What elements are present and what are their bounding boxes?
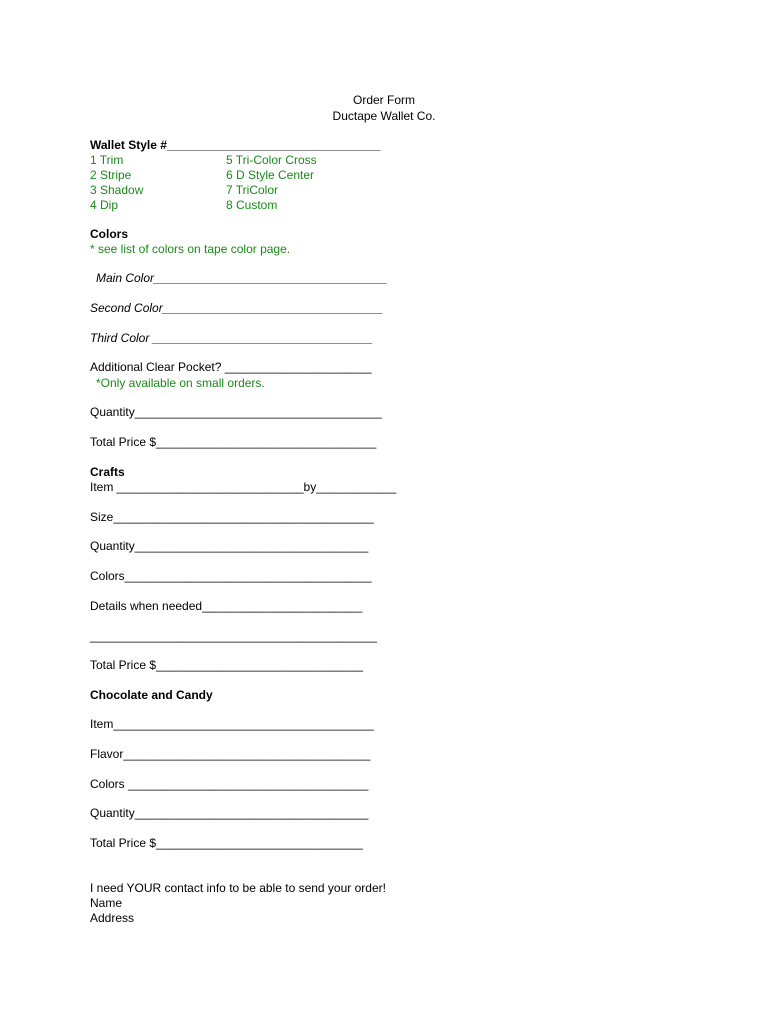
wallet-option-stripe: 2 Stripe bbox=[90, 168, 132, 182]
form-title: Order Form bbox=[352, 93, 415, 107]
craft-item-field[interactable]: Item ____________________________by____________ bbox=[90, 480, 397, 494]
colors-note: * see list of colors on tape color page. bbox=[90, 242, 291, 256]
clear-pocket-field[interactable]: Additional Clear Pocket? ______________________ bbox=[90, 360, 372, 374]
wallet-option-d-style-center: 6 D Style Center bbox=[226, 168, 315, 182]
main-color-field[interactable]: Main Color___________________________________ bbox=[96, 271, 388, 285]
contact-intro: I need YOUR contact info to be able to send your order! bbox=[90, 881, 386, 895]
candy-item-field[interactable]: Item_______________________________________ bbox=[90, 717, 374, 731]
candy-colors-field[interactable]: Colors ____________________________________ bbox=[90, 777, 369, 791]
candy-total-price-field[interactable]: Total Price $_______________________________ bbox=[90, 836, 363, 850]
craft-details-blank-line[interactable]: ___________________________________________ bbox=[90, 629, 377, 643]
wallet-total-price-field[interactable]: Total Price $_________________________________ bbox=[90, 435, 377, 449]
colors-heading: Colors bbox=[90, 227, 129, 241]
second-color-field[interactable]: Second Color_________________________________ bbox=[90, 301, 383, 315]
craft-size-field[interactable]: Size_______________________________________ bbox=[90, 510, 374, 524]
wallet-option-tri-color-cross: 5 Tri-Color Cross bbox=[226, 153, 317, 167]
candy-quantity-field[interactable]: Quantity___________________________________ bbox=[90, 806, 369, 820]
crafts-heading: Crafts bbox=[90, 465, 125, 479]
wallet-option-shadow: 3 Shadow bbox=[90, 183, 144, 197]
wallet-option-trim: 1 Trim bbox=[90, 153, 124, 167]
wallet-option-dip: 4 Dip bbox=[90, 198, 119, 212]
candy-flavor-field[interactable]: Flavor_____________________________________ bbox=[90, 747, 371, 761]
wallet-quantity-field[interactable]: Quantity_____________________________________ bbox=[90, 405, 382, 419]
craft-details-field[interactable]: Details when needed________________________ bbox=[90, 599, 363, 613]
contact-name-label: Name bbox=[90, 896, 123, 910]
contact-address-label: Address bbox=[90, 911, 135, 925]
wallet-option-custom: 8 Custom bbox=[226, 198, 278, 212]
craft-total-price-field[interactable]: Total Price $_______________________________ bbox=[90, 658, 363, 672]
company-name: Ductape Wallet Co. bbox=[332, 109, 436, 123]
clear-pocket-note: *Only available on small orders. bbox=[96, 376, 265, 390]
chocolate-heading: Chocolate and Candy bbox=[90, 688, 213, 702]
craft-quantity-field[interactable]: Quantity___________________________________ bbox=[90, 539, 369, 553]
wallet-option-tricolor: 7 TriColor bbox=[226, 183, 279, 197]
third-color-field[interactable]: Third Color _________________________________ bbox=[90, 331, 373, 345]
wallet-style-field[interactable]: Wallet Style #________________________________ bbox=[90, 138, 381, 152]
craft-colors-field[interactable]: Colors_____________________________________ bbox=[90, 569, 372, 583]
